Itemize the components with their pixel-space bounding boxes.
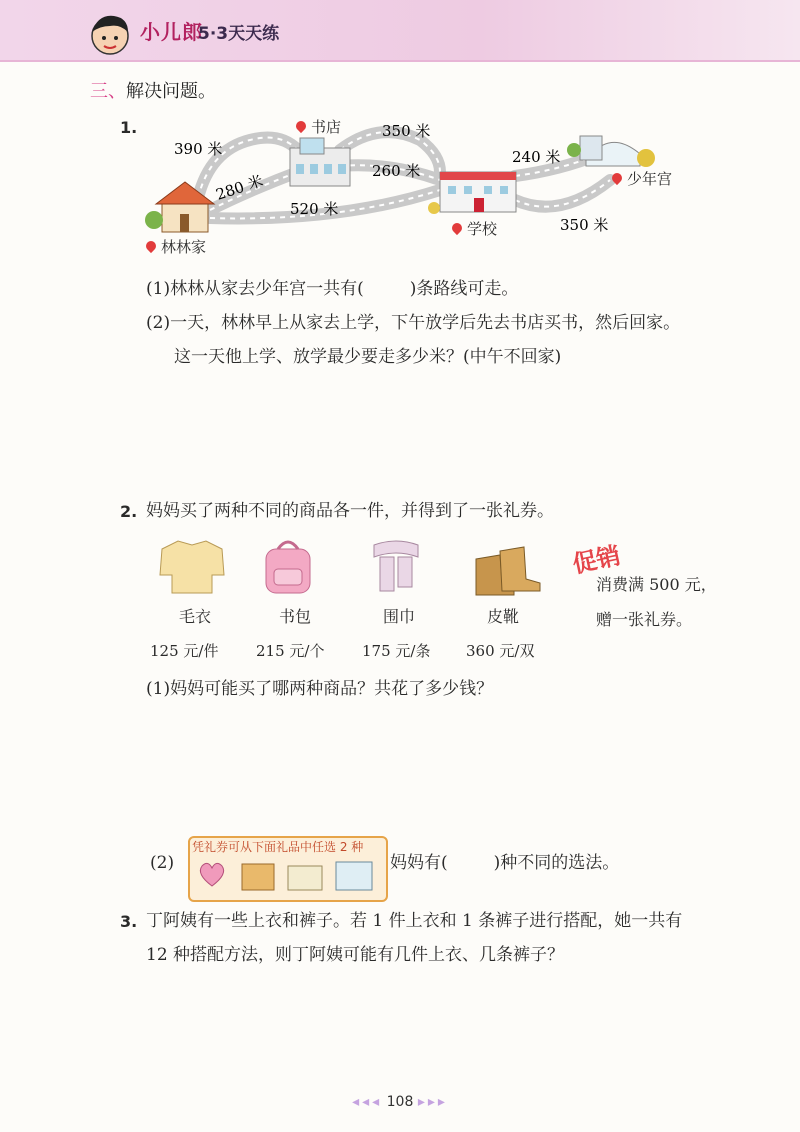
- location-pin-icon: [450, 221, 464, 235]
- place-label: 书店: [311, 118, 342, 136]
- item-name: 书包: [278, 607, 311, 626]
- location-pin-icon: [144, 239, 158, 253]
- boy-mascot-icon: [84, 10, 136, 58]
- q2-text: 妈妈买了两种不同的商品各一件，并得到了一张礼券。: [146, 501, 554, 521]
- scarf-icon: [374, 541, 418, 591]
- q3-line2: 12 种搭配方法，则丁阿姨可能有几件上衣、几条裤子？: [146, 945, 565, 965]
- q2-sub2-b: )种不同的选法。: [493, 853, 620, 873]
- promo-line1: 消费满 500 元，: [596, 575, 717, 594]
- q2-number: 2.: [120, 502, 138, 521]
- logo-text: 小儿郎: [140, 20, 203, 44]
- q3-line1: 丁阿姨有一些上衣和裤子。若 1 件上衣和 1 条裤子进行搭配，她一共有: [146, 911, 683, 931]
- place-label: 林林家: [161, 238, 207, 256]
- promo-line2: 赠一张礼券。: [596, 610, 693, 629]
- heart-gift-icon: [200, 863, 223, 886]
- q3-number: 3.: [120, 912, 138, 931]
- item-price: 175 元/条: [362, 642, 431, 660]
- item-price: 215 元/个: [256, 642, 325, 660]
- place-palace: [612, 168, 672, 189]
- series-title: 5·3天天练: [198, 24, 280, 44]
- q2-sub2-label: (2): [150, 853, 175, 873]
- left-arrows-icon: ◂◂◂: [352, 1094, 383, 1110]
- q1-part1-a: (1)林林从家去少年宫一共有(: [146, 279, 364, 299]
- q1-part1: [146, 278, 518, 300]
- dist-label: 260 米: [372, 162, 421, 180]
- q2-sub2-a: 妈妈有(: [390, 853, 448, 873]
- section-number: 三、: [90, 81, 126, 102]
- dist-label: 240 米: [512, 148, 561, 166]
- q1-part2-line2: 这一天他上学、放学最少要走多少米？(中午不回家): [174, 347, 562, 367]
- products-row: [150, 535, 550, 599]
- gift-items: [192, 856, 382, 896]
- q1-part2-line1: (2)一天，林林早上从家去上学，下午放学后先去书店买书，然后回家。: [146, 313, 681, 333]
- page-number-text: 108: [386, 1094, 414, 1110]
- dist-label: 280 米: [213, 171, 266, 204]
- q1-part1-b: )条路线可走。: [409, 279, 519, 299]
- right-arrows-icon: ▸▸▸: [417, 1094, 448, 1110]
- box-gift-icon: [336, 862, 372, 890]
- school-building-icon: [428, 172, 516, 214]
- dist-label: 390 米: [174, 140, 223, 158]
- section-title-text: 解决问题。: [126, 81, 216, 102]
- item-price: 360 元/双: [466, 642, 535, 660]
- backpack-icon: [266, 542, 310, 593]
- place-label: 学校: [467, 220, 498, 238]
- place-school: [452, 218, 497, 239]
- drink-gift-icon: [288, 866, 322, 890]
- q2-sub1: (1)妈妈可能买了哪两种商品？共花了多少钱？: [146, 679, 494, 699]
- location-pin-icon: [610, 171, 624, 185]
- location-pin-icon: [294, 119, 308, 133]
- section-title: [90, 77, 216, 103]
- dist-label: 350 米: [560, 216, 609, 234]
- boots-icon: [476, 547, 540, 595]
- page-number: [0, 1094, 800, 1110]
- place-home: [146, 236, 206, 257]
- sweater-icon: [160, 541, 224, 593]
- item-price: 125 元/件: [150, 642, 219, 660]
- dist-label: 520 米: [290, 200, 339, 218]
- q1-number: 1.: [120, 118, 138, 137]
- q2-sub2-text: [390, 852, 619, 874]
- item-name: 皮靴: [486, 607, 519, 626]
- snack-gift-icon: [242, 864, 274, 890]
- item-name: 毛衣: [178, 607, 211, 626]
- road-school-palace-bottom: [515, 180, 610, 207]
- coupon-text: 凭礼券可从下面礼品中任选 2 种: [192, 840, 364, 854]
- dist-label: 350 米: [382, 122, 431, 140]
- promo-title: 促销: [570, 541, 623, 579]
- place-bookstore: [296, 116, 341, 137]
- item-name: 围巾: [382, 607, 415, 626]
- place-label: 少年宫: [627, 170, 673, 188]
